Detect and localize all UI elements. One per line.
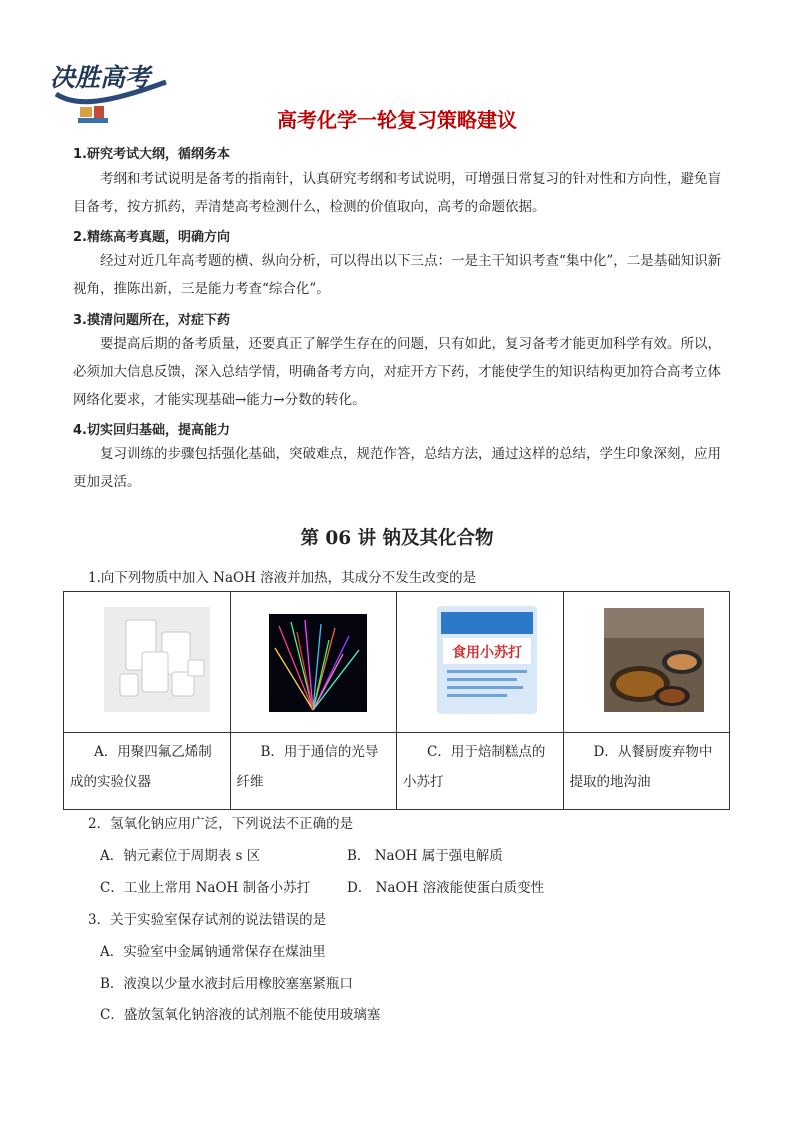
option-b: B．用于通信的光导纤维 <box>236 744 379 790</box>
question-2-option-c: C．工业上常用 NaOH 制备小苏打 <box>100 880 311 896</box>
question-1-table <box>63 591 730 810</box>
option-d-cell <box>563 733 730 810</box>
question-2-option-b: B． NaOH 属于强电解质 <box>347 848 503 864</box>
section-body-3: 要提高后期的备考质量，还要真正了解学生存在的问题，只有如此，复习备考才能更加科学有效。所以，必须加大信息反馈，深入总结学情，明确备考方向，对症开方下药，才能使学生的知识结构更加符合高考立体网络化要求，才能实现基础→能力→分数的转化。 <box>73 336 721 408</box>
optical-fiber-image <box>231 592 397 728</box>
option-b-cell <box>230 733 397 810</box>
option-c: C．用于焙制糕点的小苏打 <box>403 744 546 790</box>
option-c-cell <box>397 733 564 810</box>
image-cell-a <box>64 592 231 733</box>
option-a: A．用聚四氟乙烯制成的实验仪器 <box>70 744 212 790</box>
ptfe-labware-image <box>64 592 230 728</box>
image-cell-d <box>563 592 730 733</box>
gutter-oil-image <box>564 592 730 728</box>
section-body-2: 经过对近几年高考题的横、纵向分析，可以得出以下三点：一是主干知识考查“集中化”，二是基础知识新视角，推陈出新，三是能力考查“综合化”。 <box>73 253 722 297</box>
baking-soda-image <box>397 592 563 728</box>
question-1-stem: 1.向下列物质中加入 NaOH 溶液并加热，其成分不发生改变的是 <box>88 570 477 586</box>
image-cell-b <box>230 592 397 733</box>
option-a-cell <box>64 733 231 810</box>
question-2-option-d: D． NaOH 溶液能使蛋白质变性 <box>347 880 545 896</box>
logo-text: 决胜高考 <box>50 63 151 92</box>
image-cell-c <box>397 592 564 733</box>
question-3-stem: 3．关于实验室保存试剂的说法错误的是 <box>88 912 327 928</box>
section-heading-4: 4.切实回归基础，提高能力 <box>73 423 230 438</box>
lecture-title: 第 06 讲 钠及其化合物 <box>300 528 494 549</box>
section-body-4: 复习训练的步骤包括强化基础，突破难点，规范作答，总结方法，通过这样的总结，学生印象深刻，应用更加灵活。 <box>73 446 721 490</box>
question-2-stem: 2．氢氧化钠应用广泛，下列说法不正确的是 <box>88 816 354 832</box>
question-3-option-c: C．盛放氢氧化钠溶液的试剂瓶不能使用玻璃塞 <box>100 1007 381 1023</box>
section-body-1: 考纲和考试说明是备考的指南针，认真研究考纲和考试说明，可增强日常复习的针对性和方向性，避免盲目备考，按方抓药，弄清楚高考检测什么，检测的价值取向，高考的命题依据。 <box>73 171 721 215</box>
question-3-option-a: A．实验室中金属钠通常保存在煤油里 <box>100 944 326 960</box>
option-d: D．从餐厨废弃物中提取的地沟油 <box>569 744 713 790</box>
section-heading-3: 3.摸清问题所在，对症下药 <box>73 313 230 328</box>
question-3-option-b: B．液溴以少量水液封后用橡胶塞塞紧瓶口 <box>100 976 353 992</box>
section-heading-2: 2.精练高考真题，明确方向 <box>73 230 230 245</box>
page-title: 高考化学一轮复习策略建议 <box>277 108 517 132</box>
question-2-option-a: A．钠元素位于周期表 s 区 <box>100 848 261 864</box>
packet-label: 食用小苏打 <box>452 645 522 661</box>
section-heading-1: 1.研究考试大纲，循纲务本 <box>73 147 230 162</box>
